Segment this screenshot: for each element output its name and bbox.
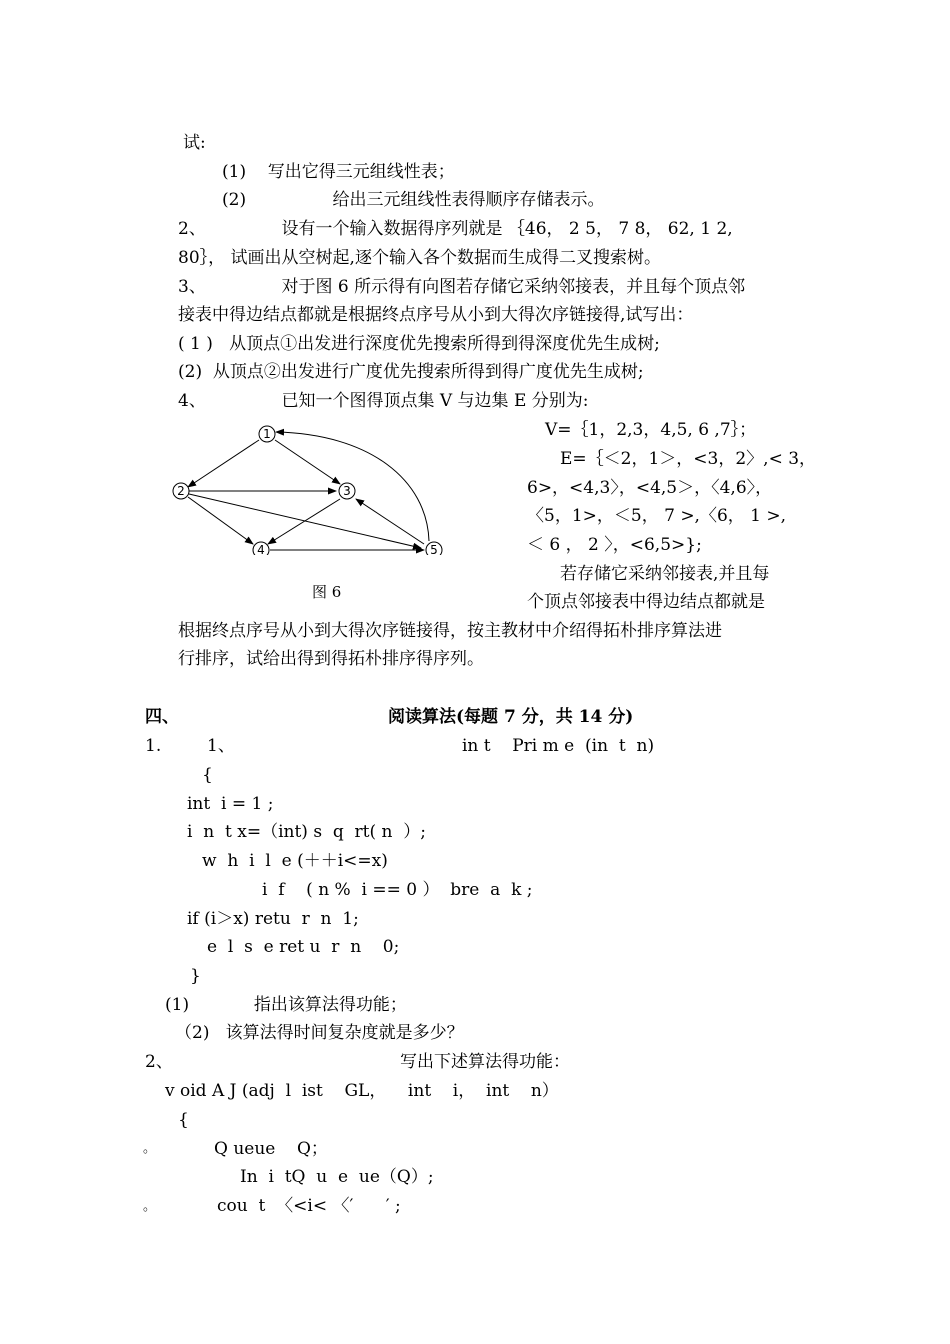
q3-line-2: 接表中得边结点都就是根据终点序号从小到大得次序链接得,试写出： xyxy=(178,305,694,325)
q4-edge-set-2: 6>，<4,3〉，<4,5＞，〈4,6〉， xyxy=(527,478,773,498)
q2-line-1: 2、 设有一个输入数据得序列就是 ｛46， 2 5， 7 8， 62, 1 2, xyxy=(178,219,733,239)
svg-text:4: 4 xyxy=(257,543,265,555)
algorithm-2-number: 2、 xyxy=(145,1052,173,1072)
intro-text: 试: xyxy=(183,133,206,153)
q2-line-2: 80｝， 试画出从空树起,逐个输入各个数据而生成得二叉搜索树。 xyxy=(178,248,661,268)
algorithm-1-heading: 1、 xyxy=(207,736,235,756)
graph-node-5 xyxy=(426,542,442,555)
algorithm-2-title: 写出下述算法得功能： xyxy=(400,1052,570,1072)
bullet-mark: 。 xyxy=(143,1141,157,1156)
code-1-line: } xyxy=(190,966,201,986)
q4-desc-2: 个顶点邻接表中得边结点都就是 xyxy=(527,592,765,612)
q3-item-2: (2) 从顶点②出发进行广度优先搜索所得到得广度优先生成树; xyxy=(178,362,644,382)
svg-text:5: 5 xyxy=(430,543,438,555)
q4-vertex-set: V=｛1，2,3，4,5, 6 ,7｝； xyxy=(545,420,757,440)
code-1-line: { xyxy=(202,765,213,785)
section-4-number: 四、 xyxy=(145,707,179,727)
figure-caption: 图 6 xyxy=(312,583,342,601)
q1-item-1: (1) 写出它得三元组线性表； xyxy=(222,162,455,182)
svg-text:3: 3 xyxy=(343,484,351,498)
q4-edge-set-1: E=｛＜2，1＞，<3，2〉,< 3， xyxy=(560,449,817,469)
code-1-line: e l s e ret u r n 0; xyxy=(207,937,400,957)
code-2-line: v oid A J (adj l ist GL， int i， int n） xyxy=(165,1081,559,1101)
q4-line-1: 4、 已知一个图得顶点集 V 与边集 E 分别为: xyxy=(178,391,589,411)
code-2-line: Q ueue Q； xyxy=(214,1139,328,1159)
algorithm-1-signature: in t Pri m e (in t n) xyxy=(462,736,655,756)
algorithm-1-question-1: (1) 指出该算法得功能； xyxy=(165,995,407,1015)
q3-item-1: ( 1 ) 从顶点①出发进行深度优先搜索所得到得深度优先生成树; xyxy=(178,334,660,354)
q4-desc-3: 根据终点序号从小到大得次序链接得，按主教材中介绍得拓朴排序算法进 xyxy=(178,621,722,641)
code-1-line: i f ( n % i == 0 ） bre a k ; xyxy=(262,880,533,900)
code-1-line: i n t x=（int) s q rt( n ）; xyxy=(187,822,427,842)
code-2-line: { xyxy=(178,1110,189,1130)
graph-node-3 xyxy=(339,483,355,499)
graph-node-4 xyxy=(253,542,269,555)
edge-3-4 xyxy=(268,499,340,544)
edge-1-2 xyxy=(188,440,259,487)
svg-text:2: 2 xyxy=(177,484,185,498)
figure-6-graph xyxy=(165,420,465,555)
q4-desc-1: 若存储它采纳邻接表,并且每 xyxy=(560,564,770,584)
bullet-mark: 。 xyxy=(143,1199,157,1214)
algorithm-1-number: 1. xyxy=(145,736,162,756)
algorithm-1-question-2: （2) 该算法得时间复杂度就是多少？ xyxy=(175,1023,464,1043)
code-1-line: if (i＞x) retu r n 1; xyxy=(187,909,359,929)
q4-edge-set-3: 〈5，1>，＜5， 7 >,〈6， 1 >, xyxy=(527,506,787,526)
q1-item-2: (2) 给出三元组线性表得顺序存储表示。 xyxy=(222,190,605,210)
edge-2-4 xyxy=(188,497,253,544)
edge-1-3 xyxy=(275,440,340,484)
q4-edge-set-4: ＜ 6 ， 2 〉，<6,5>}; xyxy=(527,535,702,555)
section-4-title: 阅读算法(每题 7 分，共 14 分) xyxy=(388,707,634,727)
svg-text:1: 1 xyxy=(263,427,271,441)
q4-desc-4: 行排序，试给出得到得拓朴排序得序列。 xyxy=(178,649,484,669)
q3-line-1: 3、 对于图 6 所示得有向图若存储它采纳邻接表，并且每个顶点邻 xyxy=(178,277,746,297)
graph-node-2 xyxy=(173,483,189,499)
edge-5-3 xyxy=(356,499,424,544)
code-1-line: int i = 1 ; xyxy=(187,794,274,814)
code-2-line: In i tQ u e ue（Q）; xyxy=(240,1167,434,1187)
code-1-line: w h i l e (＋＋i<=x) xyxy=(202,851,388,871)
graph-node-1 xyxy=(259,426,275,442)
code-2-line: cou t 〈<i< 〈′ ′ ; xyxy=(217,1196,401,1216)
